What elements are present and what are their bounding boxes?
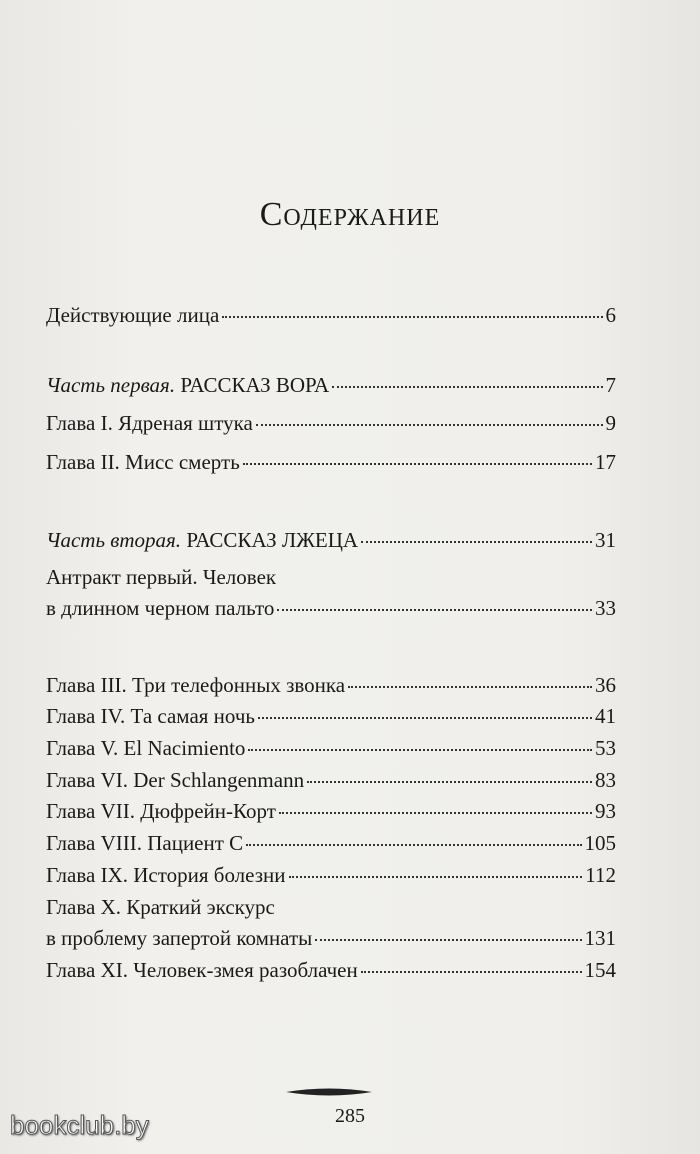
toc-entry: [46, 703, 616, 729]
dot-leader: [243, 463, 592, 465]
toc-part-prefix: Часть вторая.: [46, 528, 182, 552]
toc-entry-page: 36: [595, 673, 616, 697]
toc-entry-label: РАССКАЗ ЛЖЕЦА: [186, 528, 359, 552]
dot-leader: [279, 812, 592, 814]
toc-entry: [46, 798, 616, 824]
toc-entry: [46, 735, 616, 761]
toc-entry: [46, 449, 616, 475]
dot-leader: [222, 316, 602, 318]
watermark: bookclub.by: [10, 1110, 149, 1140]
ornament-divider-icon: [286, 1087, 372, 1097]
dot-leader: [258, 717, 592, 719]
toc-entry-label: Глава V. El Nacimiento: [46, 736, 246, 760]
toc-entry: [46, 767, 616, 793]
dot-leader: [289, 876, 583, 878]
toc-entry-label: Глава IV. Та самая ночь: [46, 704, 256, 728]
toc-entry: [46, 372, 616, 398]
dot-leader: [246, 844, 581, 846]
toc-entry-label: Действующие лица: [46, 303, 220, 327]
toc-entry-label: Глава I. Ядреная штука: [46, 411, 253, 435]
toc-entry-label: Глава II. Мисс смерть: [46, 450, 240, 474]
toc-entry: [46, 302, 616, 328]
dot-leader: [332, 386, 602, 388]
toc-entry-page: 17: [595, 450, 616, 474]
toc-entry-page: 154: [584, 958, 616, 982]
toc-entry: [46, 957, 616, 983]
dot-leader: [315, 939, 581, 941]
toc-entry: [46, 527, 616, 553]
toc-entry: [46, 672, 616, 698]
page-title: Содержание: [259, 196, 441, 233]
toc-entry-first-line: Антракт первый. Человек: [46, 565, 277, 589]
dot-leader: [248, 749, 592, 751]
dot-leader: [256, 424, 603, 426]
toc-entry-label: в проблему запертой комнаты: [46, 926, 313, 950]
toc-entry-page: 53: [595, 736, 616, 760]
dot-leader: [361, 541, 592, 543]
toc-entry-page: 83: [595, 768, 616, 792]
toc-entry-label: Глава VII. Дюфрейн-Корт: [46, 799, 276, 823]
toc-entry-label: Глава VI. Der Schlangenmann: [46, 768, 305, 792]
toc-entry-label: Глава XI. Человек-змея разоблачен: [46, 958, 358, 982]
dot-leader: [361, 971, 582, 973]
dot-leader: [307, 781, 592, 783]
toc-entry-label: Глава VIII. Пациент С: [46, 831, 244, 855]
toc-entry-label: Глава IX. История болезни: [46, 863, 286, 887]
page-number: 285: [335, 1105, 365, 1127]
toc-entry-page: 41: [595, 704, 616, 728]
toc-entry-label: РАССКАЗ ВОРА: [180, 373, 330, 397]
toc-entry-page: 31: [595, 528, 616, 552]
toc-entry-page: 105: [584, 831, 616, 855]
toc-entry-page: 6: [605, 303, 616, 327]
toc-entry-first-line: Глава X. Краткий экскурс: [46, 895, 275, 919]
toc-entry-page: 9: [605, 411, 616, 435]
dot-leader: [348, 686, 592, 688]
toc-entry-label: Глава III. Три телефонных звонка: [46, 673, 346, 697]
toc-entry-page: 33: [595, 596, 616, 620]
toc-entry: [46, 862, 616, 888]
toc-entry: [46, 830, 616, 856]
toc-entry-page: 131: [584, 926, 616, 950]
toc-entry-page: 112: [585, 863, 616, 887]
toc-entry-page: 93: [595, 799, 616, 823]
toc-part-prefix: Часть первая.: [46, 373, 176, 397]
toc-entry-label: в длинном черном пальто: [46, 596, 275, 620]
toc-entry: [46, 410, 616, 436]
toc-entry-page: 7: [605, 373, 616, 397]
dot-leader: [277, 609, 592, 611]
